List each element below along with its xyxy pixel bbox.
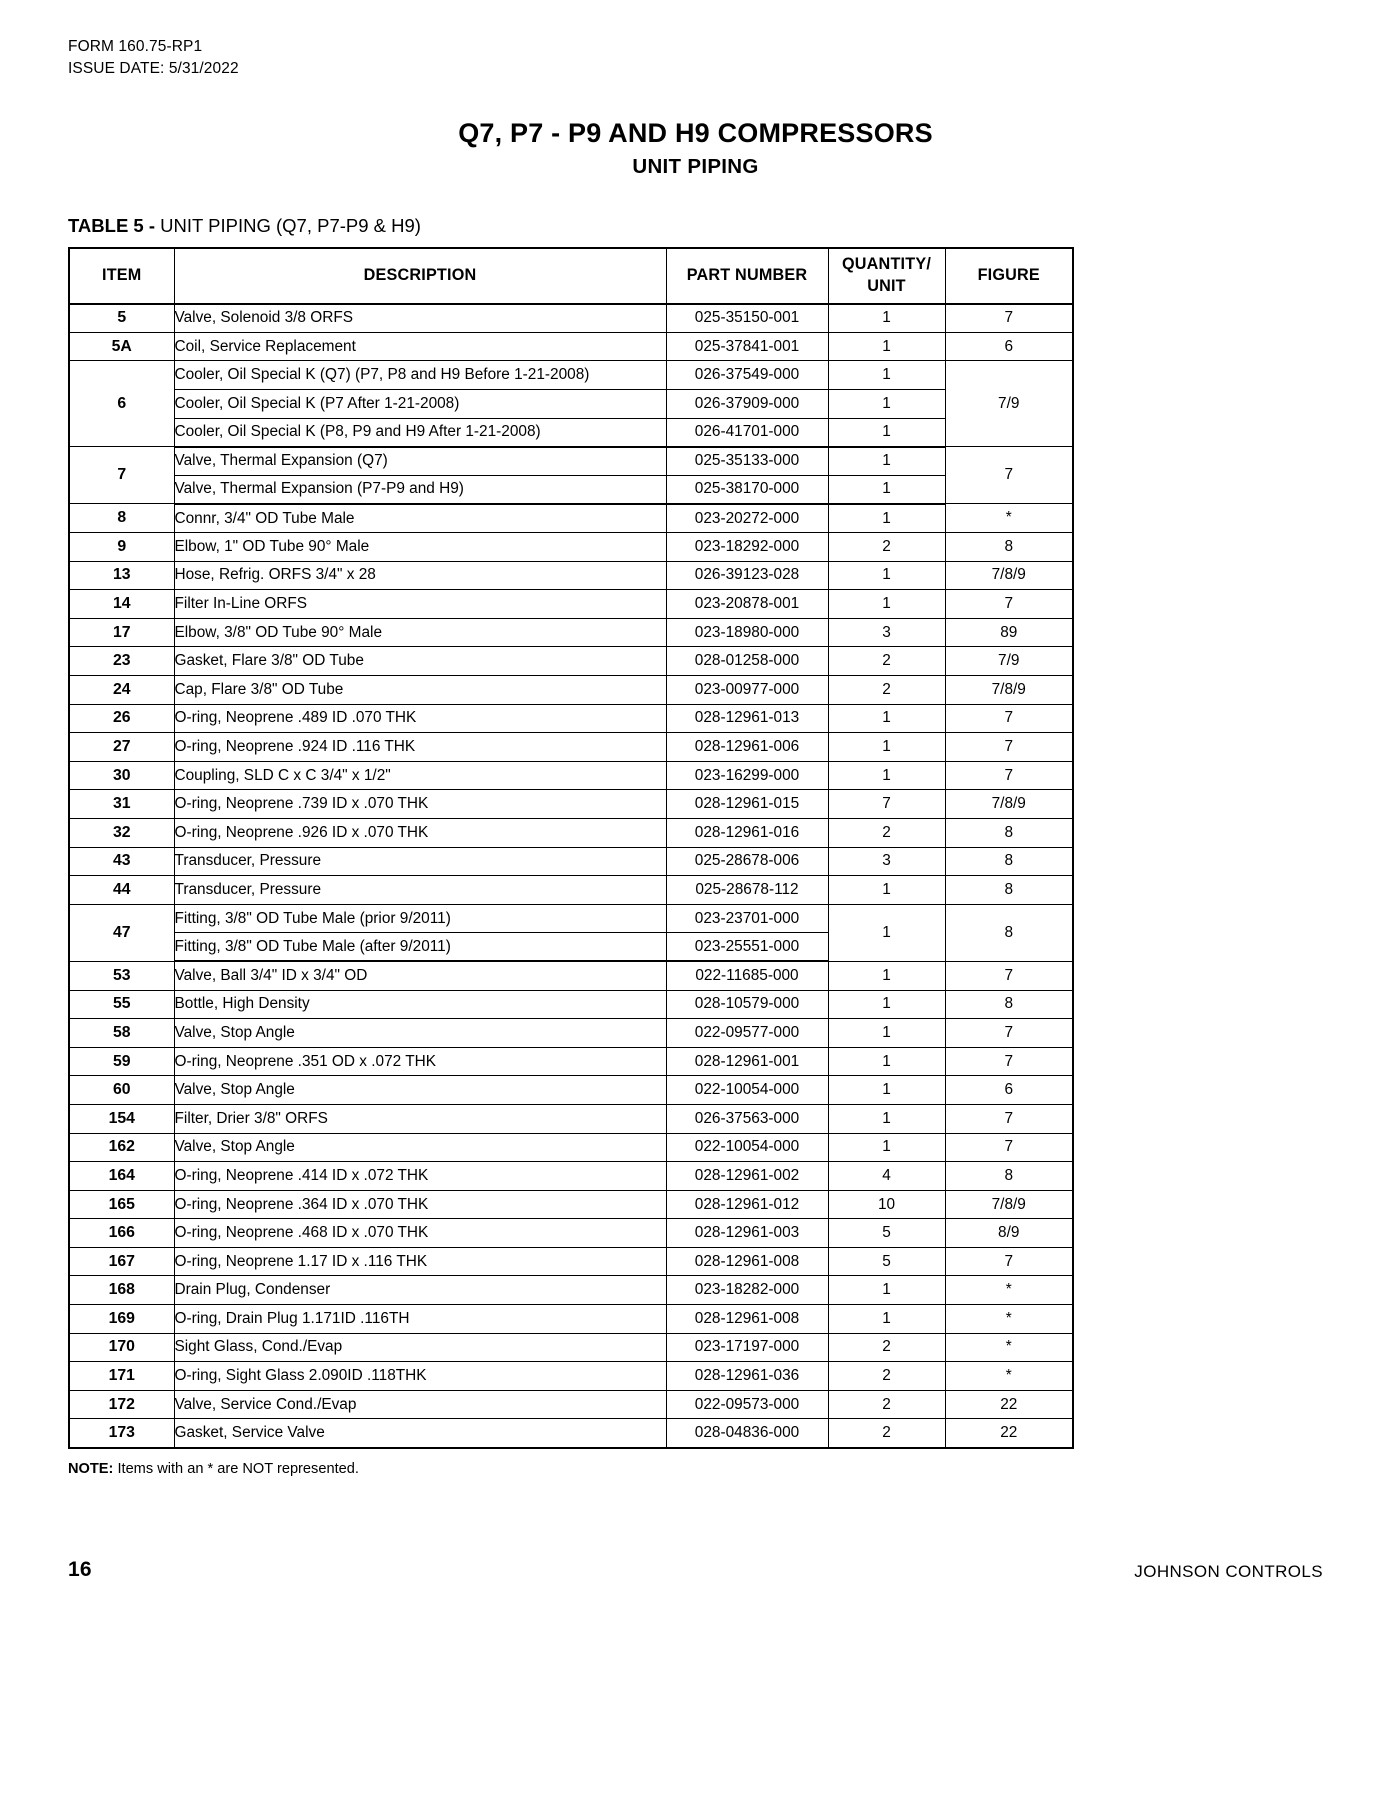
cell-item: 26 (69, 704, 174, 733)
table-row (69, 533, 1073, 562)
document-meta (68, 36, 1323, 80)
table-row (69, 361, 1073, 390)
cell-description: Elbow, 1" OD Tube 90° Male (174, 533, 666, 562)
cell-description: Cap, Flare 3/8" OD Tube (174, 676, 666, 705)
cell-quantity: 2 (828, 1333, 945, 1362)
cell-description: Elbow, 3/8" OD Tube 90° Male (174, 618, 666, 647)
table-row (69, 561, 1073, 590)
cell-figure: 8 (945, 533, 1073, 562)
cell-figure: 6 (945, 1076, 1073, 1105)
table-row (69, 304, 1073, 333)
cell-figure: * (945, 504, 1073, 533)
cell-part-number: 023-25551-000 (666, 933, 828, 962)
cell-part-number: 028-04836-000 (666, 1419, 828, 1448)
table-row (69, 761, 1073, 790)
cell-figure: * (945, 1276, 1073, 1305)
cell-description: Sight Glass, Cond./Evap (174, 1333, 666, 1362)
table-row (69, 1419, 1073, 1448)
table-row (69, 618, 1073, 647)
cell-quantity: 7 (828, 790, 945, 819)
cell-description: Coupling, SLD C x C 3/4" x 1/2" (174, 761, 666, 790)
cell-figure: * (945, 1333, 1073, 1362)
cell-item: 172 (69, 1390, 174, 1419)
cell-quantity: 5 (828, 1247, 945, 1276)
note-text: Items with an * are NOT represented. (113, 1460, 359, 1477)
cell-part-number: 028-12961-008 (666, 1247, 828, 1276)
table-caption (68, 215, 1323, 237)
table-row (69, 390, 1073, 419)
table-row (69, 904, 1073, 933)
cell-figure: 8/9 (945, 1219, 1073, 1248)
cell-part-number: 026-41701-000 (666, 418, 828, 447)
cell-item: 166 (69, 1219, 174, 1248)
table-caption-text: UNIT PIPING (Q7, P7-P9 & H9) (155, 214, 421, 236)
table-row (69, 1190, 1073, 1219)
header-quantity (828, 248, 945, 304)
table-row (69, 733, 1073, 762)
header-description: DESCRIPTION (174, 248, 666, 304)
cell-part-number: 028-01258-000 (666, 647, 828, 676)
cell-quantity: 2 (828, 1390, 945, 1419)
cell-description: O-ring, Neoprene .364 ID x .070 THK (174, 1190, 666, 1219)
cell-item: 165 (69, 1190, 174, 1219)
cell-description: Coil, Service Replacement (174, 332, 666, 361)
cell-description: Filter In-Line ORFS (174, 590, 666, 619)
table-row (69, 876, 1073, 905)
cell-description: Valve, Thermal Expansion (P7-P9 and H9) (174, 475, 666, 504)
table-row (69, 1390, 1073, 1419)
cell-part-number: 026-39123-028 (666, 561, 828, 590)
cell-quantity: 1 (828, 761, 945, 790)
cell-figure: 7/8/9 (945, 790, 1073, 819)
cell-part-number: 023-20878-001 (666, 590, 828, 619)
cell-figure: 7 (945, 1133, 1073, 1162)
cell-description: Drain Plug, Condenser (174, 1276, 666, 1305)
cell-quantity: 1 (828, 475, 945, 504)
cell-description: O-ring, Drain Plug 1.171ID .116TH (174, 1305, 666, 1334)
issue-date: ISSUE DATE: 5/31/2022 (68, 60, 239, 77)
table-row (69, 990, 1073, 1019)
cell-part-number: 025-37841-001 (666, 332, 828, 361)
cell-figure: 8 (945, 904, 1073, 961)
cell-description: Cooler, Oil Special K (Q7) (P7, P8 and H9 Before 1-21-2008) (174, 361, 666, 390)
cell-part-number: 023-00977-000 (666, 676, 828, 705)
table-row (69, 1162, 1073, 1191)
cell-description: O-ring, Neoprene .414 ID x .072 THK (174, 1162, 666, 1191)
cell-part-number: 028-12961-003 (666, 1219, 828, 1248)
cell-description: O-ring, Neoprene .924 ID .116 THK (174, 733, 666, 762)
cell-part-number: 022-09573-000 (666, 1390, 828, 1419)
cell-item: 168 (69, 1276, 174, 1305)
cell-description: Gasket, Flare 3/8" OD Tube (174, 647, 666, 676)
cell-description: Valve, Stop Angle (174, 1133, 666, 1162)
cell-item: 58 (69, 1019, 174, 1048)
cell-item: 164 (69, 1162, 174, 1191)
cell-description: O-ring, Neoprene 1.17 ID x .116 THK (174, 1247, 666, 1276)
cell-figure: 7 (945, 961, 1073, 990)
cell-item: 9 (69, 533, 174, 562)
cell-part-number: 025-28678-112 (666, 876, 828, 905)
table-row (69, 447, 1073, 476)
cell-part-number: 028-12961-008 (666, 1305, 828, 1334)
table-row (69, 1219, 1073, 1248)
cell-part-number: 025-35150-001 (666, 304, 828, 333)
header-quantity-line1: QUANTITY/ (841, 255, 932, 274)
table-row (69, 1133, 1073, 1162)
cell-description: Valve, Solenoid 3/8 ORFS (174, 304, 666, 333)
cell-part-number: 025-28678-006 (666, 847, 828, 876)
cell-figure: 8 (945, 876, 1073, 905)
cell-description: O-ring, Neoprene .926 ID x .070 THK (174, 818, 666, 847)
cell-part-number: 022-10054-000 (666, 1133, 828, 1162)
cell-quantity: 1 (828, 733, 945, 762)
table-row (69, 847, 1073, 876)
cell-figure: 7 (945, 761, 1073, 790)
cell-figure: 8 (945, 818, 1073, 847)
cell-item: 43 (69, 847, 174, 876)
cell-description: Cooler, Oil Special K (P8, P9 and H9 After 1-21-2008) (174, 418, 666, 447)
cell-figure: 8 (945, 1162, 1073, 1191)
table-caption-label: TABLE 5 - (68, 214, 156, 236)
cell-item: 24 (69, 676, 174, 705)
cell-item: 60 (69, 1076, 174, 1105)
cell-part-number: 028-12961-002 (666, 1162, 828, 1191)
cell-description: O-ring, Sight Glass 2.090ID .118THK (174, 1362, 666, 1391)
cell-figure: 22 (945, 1419, 1073, 1448)
cell-description: Valve, Stop Angle (174, 1076, 666, 1105)
header-item: ITEM (69, 248, 174, 304)
cell-part-number: 022-09577-000 (666, 1019, 828, 1048)
title-block (68, 118, 1323, 179)
table-row (69, 1333, 1073, 1362)
cell-part-number: 025-35133-000 (666, 447, 828, 476)
form-number: FORM 160.75-RP1 (68, 38, 203, 55)
cell-figure: 89 (945, 618, 1073, 647)
cell-figure: 7 (945, 704, 1073, 733)
cell-part-number: 023-23701-000 (666, 904, 828, 933)
cell-quantity: 1 (828, 1133, 945, 1162)
cell-item: 7 (69, 447, 174, 504)
cell-item: 27 (69, 733, 174, 762)
cell-quantity: 1 (828, 418, 945, 447)
table-row (69, 790, 1073, 819)
cell-part-number: 026-37563-000 (666, 1104, 828, 1133)
cell-description: Fitting, 3/8" OD Tube Male (after 9/2011) (174, 933, 666, 962)
cell-part-number: 028-12961-006 (666, 733, 828, 762)
cell-quantity: 1 (828, 1076, 945, 1105)
cell-description: Transducer, Pressure (174, 876, 666, 905)
cell-quantity: 3 (828, 618, 945, 647)
cell-item: 6 (69, 361, 174, 447)
cell-part-number: 022-11685-000 (666, 961, 828, 990)
cell-figure: 7 (945, 1047, 1073, 1076)
note-label: NOTE: (68, 1460, 114, 1477)
page-title: Q7, P7 - P9 AND H9 COMPRESSORS (458, 118, 933, 148)
table-row (69, 647, 1073, 676)
table-row (69, 961, 1073, 990)
cell-item: 44 (69, 876, 174, 905)
cell-quantity: 1 (828, 876, 945, 905)
cell-part-number: 026-37909-000 (666, 390, 828, 419)
cell-part-number: 023-20272-000 (666, 504, 828, 533)
table-row (69, 418, 1073, 447)
cell-part-number: 023-18282-000 (666, 1276, 828, 1305)
cell-part-number: 028-12961-001 (666, 1047, 828, 1076)
cell-quantity: 1 (828, 447, 945, 476)
page-footer (68, 1558, 1323, 1582)
cell-item: 167 (69, 1247, 174, 1276)
table-row (69, 1247, 1073, 1276)
cell-figure: 8 (945, 847, 1073, 876)
cell-item: 173 (69, 1419, 174, 1448)
cell-part-number: 028-10579-000 (666, 990, 828, 1019)
cell-quantity: 4 (828, 1162, 945, 1191)
cell-quantity: 1 (828, 1305, 945, 1334)
table-row (69, 1076, 1073, 1105)
table-row (69, 1019, 1073, 1048)
cell-description: O-ring, Neoprene .351 OD x .072 THK (174, 1047, 666, 1076)
table-row (69, 1362, 1073, 1391)
cell-part-number: 025-38170-000 (666, 475, 828, 504)
cell-quantity: 5 (828, 1219, 945, 1248)
cell-quantity: 2 (828, 676, 945, 705)
cell-figure: 7 (945, 733, 1073, 762)
cell-description: Transducer, Pressure (174, 847, 666, 876)
cell-description: Bottle, High Density (174, 990, 666, 1019)
cell-item: 170 (69, 1333, 174, 1362)
cell-item: 5 (69, 304, 174, 333)
cell-quantity: 1 (828, 590, 945, 619)
cell-item: 30 (69, 761, 174, 790)
cell-item: 154 (69, 1104, 174, 1133)
cell-quantity: 1 (828, 390, 945, 419)
cell-quantity: 1 (828, 1019, 945, 1048)
cell-quantity: 1 (828, 561, 945, 590)
cell-item: 31 (69, 790, 174, 819)
cell-item: 5A (69, 332, 174, 361)
cell-quantity: 2 (828, 1362, 945, 1391)
page-number: 16 (68, 1558, 92, 1581)
cell-quantity: 1 (828, 1104, 945, 1133)
cell-figure: 8 (945, 990, 1073, 1019)
cell-part-number: 028-12961-036 (666, 1362, 828, 1391)
cell-item: 59 (69, 1047, 174, 1076)
table-row (69, 1305, 1073, 1334)
cell-item: 169 (69, 1305, 174, 1334)
table-body (69, 304, 1073, 1448)
header-quantity-line2: UNIT (867, 276, 906, 295)
cell-figure: 7/8/9 (945, 561, 1073, 590)
table-row (69, 704, 1073, 733)
cell-description: Gasket, Service Valve (174, 1419, 666, 1448)
cell-part-number: 028-12961-015 (666, 790, 828, 819)
cell-quantity: 1 (828, 990, 945, 1019)
header-part-number: PART NUMBER (666, 248, 828, 304)
table-row (69, 676, 1073, 705)
table-header (69, 248, 1073, 304)
cell-figure: 7 (945, 304, 1073, 333)
table-row (69, 818, 1073, 847)
cell-quantity: 1 (828, 332, 945, 361)
cell-figure: 7/9 (945, 647, 1073, 676)
cell-quantity: 1 (828, 1047, 945, 1076)
cell-item: 14 (69, 590, 174, 619)
cell-part-number: 023-18292-000 (666, 533, 828, 562)
cell-part-number: 028-12961-013 (666, 704, 828, 733)
cell-item: 55 (69, 990, 174, 1019)
cell-quantity: 3 (828, 847, 945, 876)
brand-name: JOHNSON CONTROLS (1134, 1562, 1323, 1581)
cell-quantity: 10 (828, 1190, 945, 1219)
cell-description: Valve, Thermal Expansion (Q7) (174, 447, 666, 476)
cell-item: 32 (69, 818, 174, 847)
cell-quantity: 2 (828, 1419, 945, 1448)
cell-figure: * (945, 1362, 1073, 1391)
table-row (69, 504, 1073, 533)
header-figure: FIGURE (945, 248, 1073, 304)
cell-description: Cooler, Oil Special K (P7 After 1-21-2008) (174, 390, 666, 419)
cell-description: Valve, Service Cond./Evap (174, 1390, 666, 1419)
cell-quantity: 2 (828, 818, 945, 847)
cell-quantity: 1 (828, 361, 945, 390)
page-subtitle: UNIT PIPING (632, 155, 759, 179)
cell-figure: 7 (945, 1019, 1073, 1048)
cell-description: Valve, Ball 3/4" ID x 3/4" OD (174, 961, 666, 990)
cell-description: Filter, Drier 3/8" ORFS (174, 1104, 666, 1133)
cell-figure: 7/8/9 (945, 676, 1073, 705)
cell-figure: 7 (945, 1247, 1073, 1276)
cell-item: 13 (69, 561, 174, 590)
cell-part-number: 028-12961-016 (666, 818, 828, 847)
cell-item: 17 (69, 618, 174, 647)
table-row (69, 1047, 1073, 1076)
cell-item: 47 (69, 904, 174, 961)
table-row (69, 1276, 1073, 1305)
cell-part-number: 023-18980-000 (666, 618, 828, 647)
cell-item: 171 (69, 1362, 174, 1391)
cell-figure: 7 (945, 1104, 1073, 1133)
cell-quantity: 1 (828, 504, 945, 533)
table-row (69, 475, 1073, 504)
table-row (69, 332, 1073, 361)
table-row (69, 590, 1073, 619)
cell-figure: 6 (945, 332, 1073, 361)
cell-item: 23 (69, 647, 174, 676)
parts-table (68, 247, 1074, 1449)
table-row (69, 1104, 1073, 1133)
cell-quantity: 2 (828, 647, 945, 676)
cell-part-number: 022-10054-000 (666, 1076, 828, 1105)
cell-item: 162 (69, 1133, 174, 1162)
cell-description: Fitting, 3/8" OD Tube Male (prior 9/2011) (174, 904, 666, 933)
cell-figure: 7 (945, 590, 1073, 619)
cell-quantity: 1 (828, 1276, 945, 1305)
cell-figure: 7/9 (945, 361, 1073, 447)
cell-item: 53 (69, 961, 174, 990)
cell-description: Connr, 3/4" OD Tube Male (174, 504, 666, 533)
cell-description: Hose, Refrig. ORFS 3/4" x 28 (174, 561, 666, 590)
cell-description: Valve, Stop Angle (174, 1019, 666, 1048)
cell-figure: 7 (945, 447, 1073, 504)
cell-description: O-ring, Neoprene .739 ID x .070 THK (174, 790, 666, 819)
cell-figure: * (945, 1305, 1073, 1334)
cell-part-number: 023-16299-000 (666, 761, 828, 790)
cell-quantity: 1 (828, 961, 945, 990)
cell-description: O-ring, Neoprene .468 ID x .070 THK (174, 1219, 666, 1248)
cell-quantity: 2 (828, 533, 945, 562)
cell-part-number: 028-12961-012 (666, 1190, 828, 1219)
cell-item: 8 (69, 504, 174, 533)
cell-part-number: 026-37549-000 (666, 361, 828, 390)
cell-description: O-ring, Neoprene .489 ID .070 THK (174, 704, 666, 733)
table-note (68, 1460, 1323, 1479)
cell-figure: 22 (945, 1390, 1073, 1419)
cell-quantity: 1 (828, 304, 945, 333)
cell-part-number: 023-17197-000 (666, 1333, 828, 1362)
cell-figure: 7/8/9 (945, 1190, 1073, 1219)
cell-quantity: 1 (828, 704, 945, 733)
cell-quantity: 1 (828, 904, 945, 961)
